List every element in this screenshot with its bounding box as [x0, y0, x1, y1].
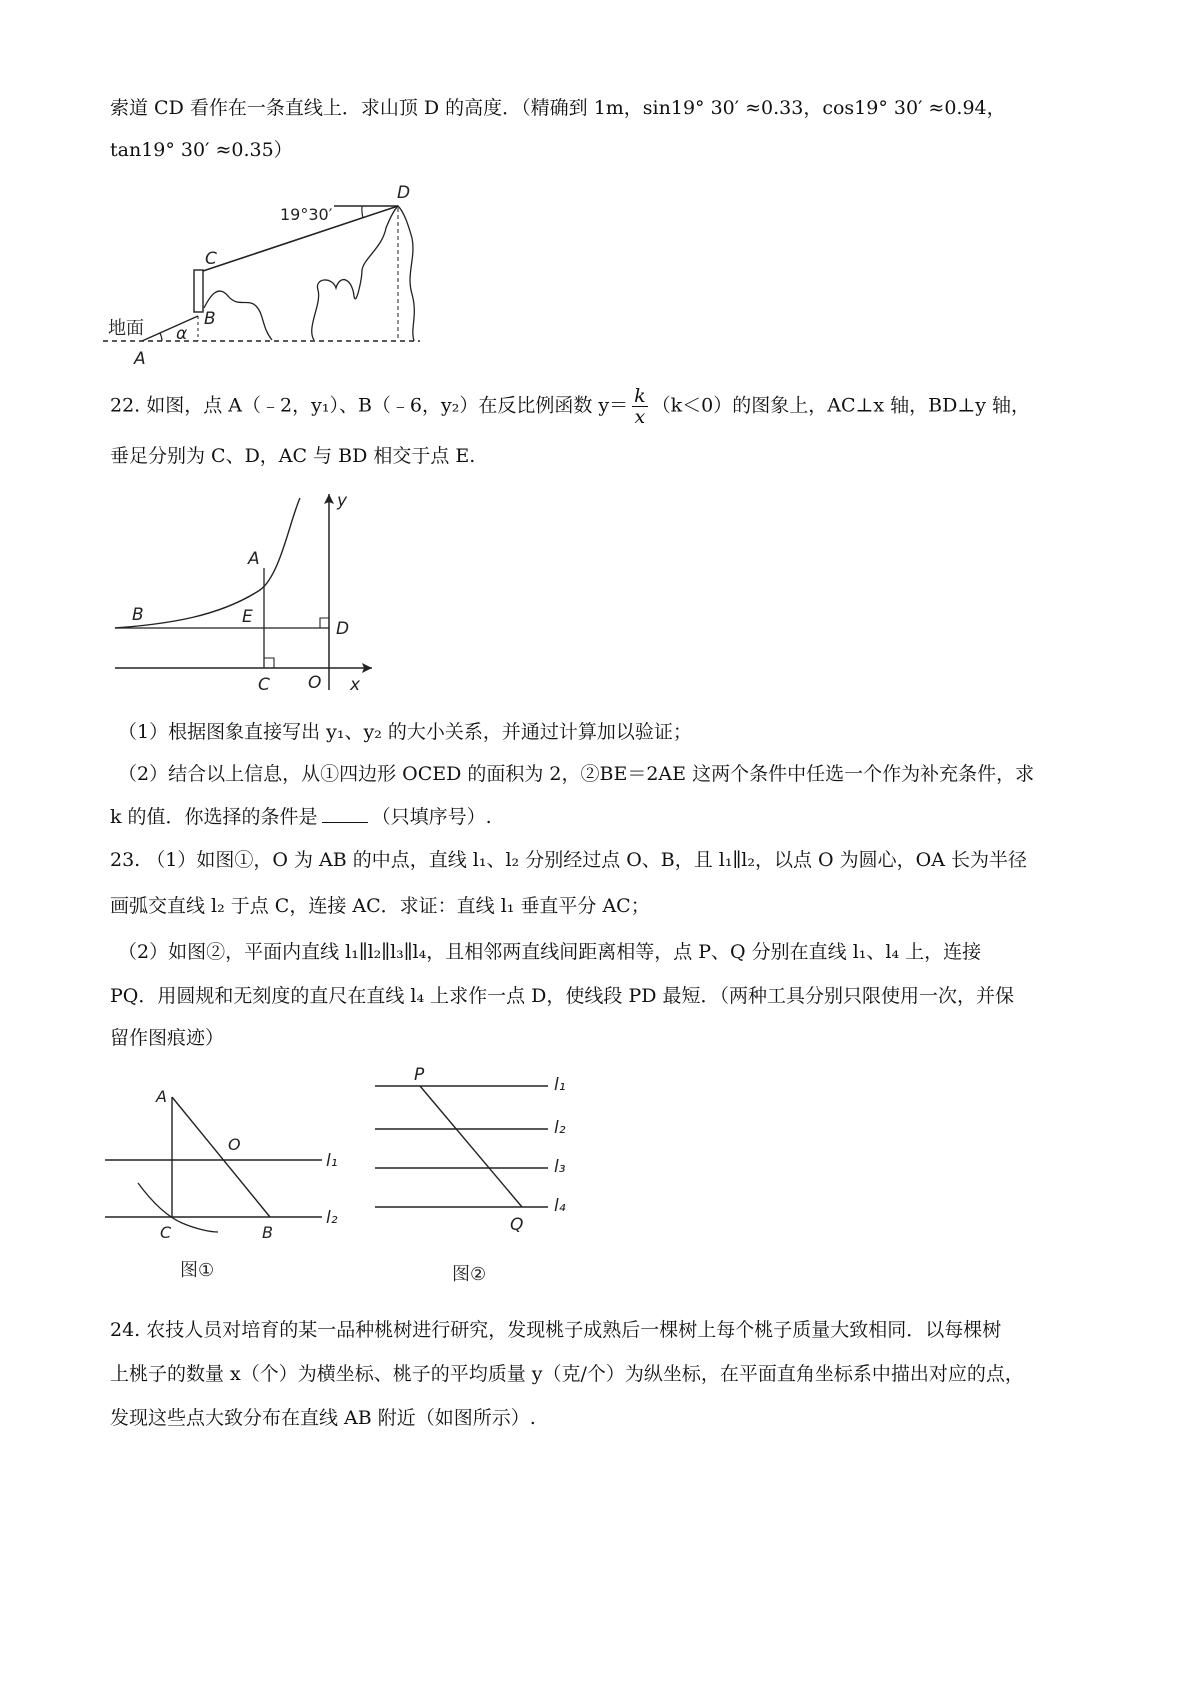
q23-figure-2	[370, 1066, 630, 1290]
answer-blank[interactable]	[322, 802, 368, 823]
point-B-label: B	[204, 309, 216, 329]
axis-y-label: y	[337, 491, 348, 511]
fraction-denominator: x	[634, 406, 646, 428]
point-Q-label: Q	[510, 1215, 524, 1235]
figure-2-caption: 图②	[452, 1264, 487, 1285]
ground-label: 地面	[108, 318, 144, 339]
q22-part2-pre: k 的值．你选择的条件是	[110, 806, 318, 828]
line-l2-label: l₂	[326, 1208, 338, 1228]
point-O-label: O	[228, 1135, 241, 1154]
q23-text-line-4: PQ．用圆规和无刻度的直尺在直线 l₄ 上求作一点 D，使线段 PD 最短．（两种工具分别只限使用一次，并保	[110, 985, 1015, 1007]
q23-text-line-2: 画弧交直线 l₂ 于点 C，连接 AC．求证：直线 l₁ 垂直平分 AC；	[110, 895, 650, 917]
q23-text-line-3: （2）如图②，平面内直线 l₁∥l₂∥l₃∥l₄，且相邻两直线间距离相等，点 P、Q 分别在直线 l₁、l₄ 上，连接	[118, 941, 982, 963]
fraction-numerator: k	[634, 385, 646, 407]
point-A-label: A	[156, 1087, 167, 1106]
line-l4-label: l₄	[554, 1196, 566, 1216]
q22-line1-pre: 22. 如图，点 A（﹣2，y₁）、B（﹣6，y₂）在反比例函数 y＝	[110, 394, 629, 417]
line-l3-label: l₃	[554, 1157, 566, 1177]
fraction-k-over-x	[632, 386, 648, 427]
q22-line1-post: （k＜0）的图象上，AC⊥x 轴，BD⊥y 轴，	[651, 394, 1030, 417]
q24-text-line-1: 24. 农技人员对培育的某一品种桃树进行研究，发现桃子成熟后一棵树上每个桃子质量大致相同．以每棵树	[110, 1319, 1002, 1341]
q23-text-line-1: 23. （1）如图①，O 为 AB 的中点，直线 l₁、l₂ 分别经过点 O、B，且 l₁∥l₂，以点 O 为圆心，OA 长为半径	[110, 849, 1027, 871]
line-l1-label: l₁	[326, 1151, 338, 1171]
q22-part-2-line-1: （2）结合以上信息，从①四边形 OCED 的面积为 2，②BE＝2AE 这两个条件中任选一个作为补充条件，求	[118, 763, 1035, 785]
q21-text-line-2: tan19° 30′ ≈0.35）	[110, 139, 293, 161]
alpha-label: α	[176, 324, 188, 344]
line-l1-label: l₁	[554, 1075, 566, 1095]
angle-label: 19°30′	[280, 205, 333, 224]
q22-part-1: （1）根据图象直接写出 y₁、y₂ 的大小关系，并通过计算加以验证；	[118, 721, 692, 743]
q21-figure-cable-car	[100, 178, 440, 378]
line-l2-label: l₂	[554, 1118, 566, 1138]
axis-x-label: x	[350, 675, 361, 695]
q22-part2-post: （只填序号）.	[371, 806, 492, 828]
q22-text-line-1	[110, 386, 1030, 427]
point-C-label: C	[205, 249, 217, 269]
point-P-label: P	[414, 1065, 425, 1085]
point-E-label: E	[242, 607, 253, 627]
point-D-label: D	[397, 183, 411, 203]
q22-figure-inverse-function	[110, 490, 410, 700]
q24-text-line-3: 发现这些点大致分布在直线 AB 附近（如图所示）.	[110, 1407, 536, 1429]
q24-text-line-2: 上桃子的数量 x（个）为横坐标、桃子的平均质量 y（克/个）为纵坐标，在平面直角坐标系中描出对应的点，	[110, 1363, 1024, 1385]
q23-figure-1	[100, 1080, 360, 1290]
figure-1-caption: 图①	[180, 1260, 215, 1281]
q23-text-line-5: 留作图痕迹）	[110, 1027, 225, 1049]
origin-O-label: O	[308, 673, 322, 693]
q21-text-line-1: 索道 CD 看作在一条直线上．求山顶 D 的高度．（精确到 1m，sin19° 30′ ≈0.33，cos19° 30′ ≈0.94，	[110, 97, 1006, 119]
point-C-label: C	[160, 1223, 172, 1242]
point-A-label: A	[248, 549, 260, 569]
point-A-label: A	[134, 349, 146, 369]
q22-text-line-2: 垂足分别为 C、D，AC 与 BD 相交于点 E.	[110, 445, 476, 467]
point-B-label: B	[132, 605, 144, 625]
point-B-label: B	[262, 1223, 273, 1242]
point-C-label: C	[258, 675, 270, 695]
point-D-label: D	[336, 619, 350, 639]
q22-part-2-line-2	[110, 802, 492, 831]
